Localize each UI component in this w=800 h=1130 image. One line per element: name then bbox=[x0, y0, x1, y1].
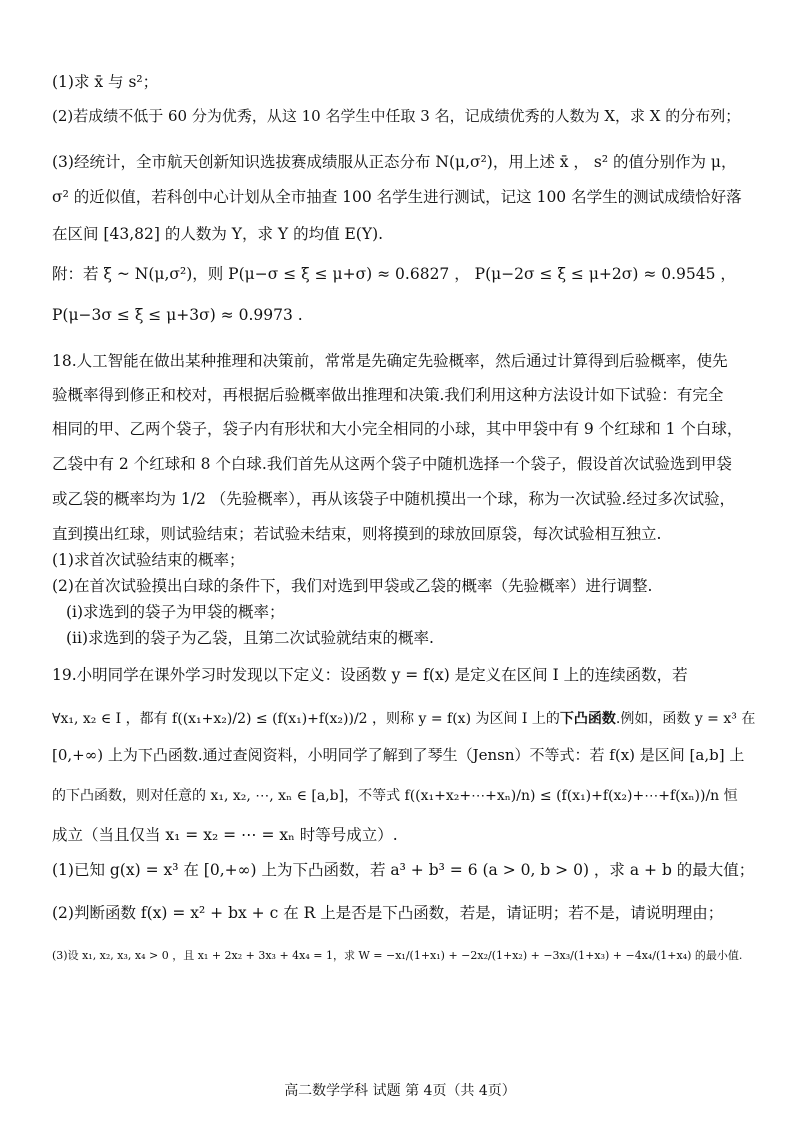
q19-line2-end: .例如，函数 y = x³ 在 bbox=[615, 711, 756, 727]
q18-line2: 验概率得到修正和校对，再根据后验概率做出推理和决策.我们利用这种方法设计如下试验：有完全 bbox=[52, 386, 724, 404]
q18-line5: 或乙袋的概率均为 1/2 （先验概率），再从该袋子中随机摸出一个球，称为一次试验.经过多次试验， bbox=[52, 490, 735, 508]
q17-note-line1: 附：若 ξ ~ N(μ,σ²)，则 P(μ−σ ≤ ξ ≤ μ+σ) ≈ 0.6827 ， P(μ−2σ ≤ ξ ≤ μ+2σ) ≈ 0.9545 ， bbox=[52, 265, 736, 283]
q17-part1: (1)求 x̄ 与 s²； bbox=[52, 73, 159, 91]
q17-note-line2: P(μ−3σ ≤ ξ ≤ μ+3σ) ≈ 0.9973 . bbox=[52, 306, 303, 324]
q19-line2-start: ∀x₁, x₂ ∈ I ，都有 f((x₁+x₂)/2) ≤ (f(x₁)+f(x₂))/2 ，则称 y = f(x) 为区间 I 上的 bbox=[52, 711, 560, 727]
q18-line6: 直到摸出红球，则试验结束；若试验未结束，则将摸到的球放回原袋，每次试验相互独立. bbox=[52, 525, 662, 543]
page-footer: 高二数学学科 试题 第 4页（共 4页） bbox=[284, 1083, 516, 1099]
q17-part3-line2: σ² 的近似值，若科创中心计划从全市抽查 100 名学生进行测试，记这 100 名学生的测试成绩恰好落 bbox=[52, 188, 742, 206]
q18-part1: (1)求首次试验结束的概率； bbox=[52, 551, 245, 569]
q19-term-convex: 下凸函数 bbox=[559, 711, 616, 727]
q17-part3-line3: 在区间 [43,82] 的人数为 Y，求 Y 的均值 E(Y). bbox=[52, 225, 384, 243]
q19-line4: 的下凸函数，则对任意的 x₁, x₂, ⋯, xₙ ∈ [a,b]，不等式 f((x₁+x₂+⋯+xₙ)/n) ≤ (f(x₁)+f(x₂)+⋯+f(xₙ))/n 恒 bbox=[52, 788, 738, 804]
q19-part3: (3)设 x₁, x₂, x₃, x₄ > 0 ，且 x₁ + 2x₂ + 3x₃ + 4x₄ = 1，求 W = −x₁/(1+x₁) + −2x₂/(1+x₂) + −3x₃/(1+x₃) + −4x₄/(1+x₄) 的最小值. bbox=[52, 949, 743, 962]
q18-part2-i: (i)求选到的袋子为甲袋的概率； bbox=[66, 603, 285, 621]
q19-part1: (1)已知 g(x) = x³ 在 [0,+∞) 上为下凸函数，若 a³ + b³ = 6 (a > 0, b > 0) ，求 a + b 的最大值； bbox=[52, 861, 755, 879]
q18-part2-ii: (ii)求选到的袋子为乙袋，且第二次试验就结束的概率. bbox=[66, 629, 434, 647]
q18-line1: 18.人工智能在做出某种推理和决策前，常常是先确定先验概率，然后通过计算得到后验概率，使先 bbox=[52, 352, 728, 370]
q17-part3-line1: (3)经统计，全市航天创新知识选拔赛成绩服从正态分布 N(μ,σ²)，用上述 x̄ ， s² 的值分别作为 μ， bbox=[52, 153, 737, 171]
q19-line3: [0,+∞) 上为下凸函数.通过查阅资料，小明同学了解到了琴生（Jensn）不等式：若 f(x) 是区间 [a,b] 上 bbox=[52, 746, 745, 764]
q19-line5: 成立（当且仅当 x₁ = x₂ = ⋯ = xₙ 时等号成立）. bbox=[52, 826, 398, 844]
q18-part2: (2)在首次试验摸出白球的条件下，我们对选到甲袋或乙袋的概率（先验概率）进行调整. bbox=[52, 577, 653, 595]
q18-line3: 相同的甲、乙两个袋子，袋子内有形状和大小完全相同的小球，其中甲袋中有 9 个红球和 1 个白球， bbox=[52, 420, 743, 438]
q17-part2: (2)若成绩不低于 60 分为优秀，从这 10 名学生中任取 3 名，记成绩优秀的人数为 X，求 X 的分布列； bbox=[52, 107, 741, 125]
q19-line2 bbox=[52, 707, 760, 731]
q19-part2: (2)判断函数 f(x) = x² + bx + c 在 R 上是否是下凸函数，若是，请证明；若不是，请说明理由； bbox=[52, 904, 724, 922]
q18-line4: 乙袋中有 2 个红球和 8 个白球.我们首先从这两个袋子中随机选择一个袋子，假设首次试验选到甲袋 bbox=[52, 455, 732, 473]
q19-line1: 19.小明同学在课外学习时发现以下定义：设函数 y = f(x) 是定义在区间 I 上的连续函数，若 bbox=[52, 666, 688, 684]
